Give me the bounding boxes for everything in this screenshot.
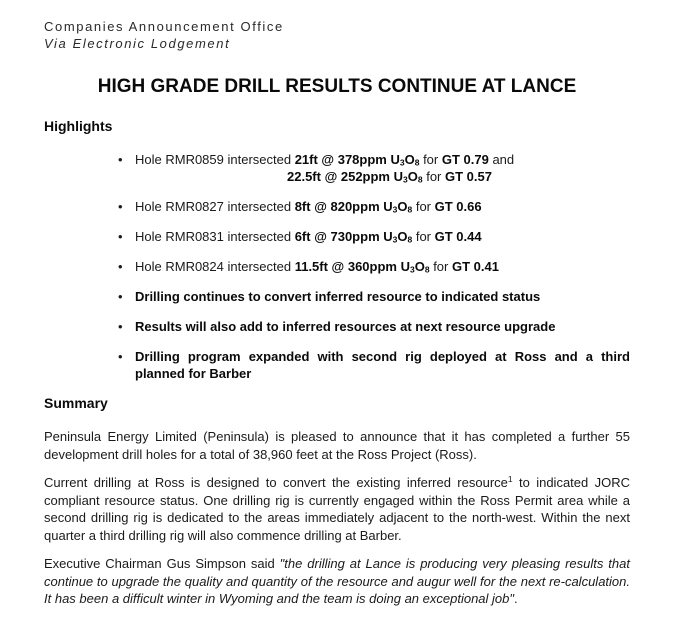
text-run: 8 xyxy=(407,204,413,215)
text-run: O xyxy=(404,152,415,167)
text-run: O xyxy=(407,169,418,184)
text-run: 8 xyxy=(424,264,430,275)
bullet-line xyxy=(135,228,630,245)
bullet-icon: • xyxy=(118,319,123,334)
text-run: 3 xyxy=(392,204,398,215)
paragraph xyxy=(44,474,630,544)
text-run: and xyxy=(488,152,515,167)
text-run: 11.5ft @ 360ppm U xyxy=(294,259,410,274)
bullet-line xyxy=(135,288,630,305)
text-run: 8 xyxy=(407,234,413,245)
bullet-item xyxy=(44,258,630,275)
text-run: GT 0.79 xyxy=(441,152,489,167)
text-run: Drilling continues to convert inferred resource to indicated status xyxy=(135,289,541,304)
bullet-item xyxy=(44,228,630,245)
bullet-icon: • xyxy=(118,199,123,214)
bullet-line xyxy=(135,198,630,215)
summary-paragraphs xyxy=(44,428,630,608)
text-run: Current drilling at Ross is designed to convert the existing inferred resource xyxy=(44,475,508,490)
text-run: Hole RMR0824 intersected xyxy=(135,259,295,274)
paragraph xyxy=(44,555,630,608)
text-run: 8 xyxy=(414,157,420,168)
bullet-item xyxy=(44,348,630,382)
bullet-line xyxy=(135,258,630,275)
bullet-line xyxy=(287,168,630,185)
text-run: Hole RMR0831 intersected xyxy=(135,229,295,244)
text-run: for xyxy=(419,152,442,167)
bullet-item xyxy=(44,198,630,215)
page-title: HIGH GRADE DRILL RESULTS CONTINUE AT LANCE xyxy=(97,76,577,97)
text-run: GT 0.44 xyxy=(434,229,482,244)
text-run: Drilling program expanded with second rig deployed at Ross and a third planned for Barber xyxy=(135,349,630,381)
text-run: 21ft @ 378ppm U xyxy=(294,152,400,167)
bullet-icon: • xyxy=(118,152,123,167)
bullet-item xyxy=(44,151,630,185)
bullet-item xyxy=(44,318,630,335)
text-run: 22.5ft @ 252ppm U xyxy=(287,169,403,184)
text-run: . xyxy=(514,591,518,606)
bullet-line xyxy=(135,348,630,382)
text-run: Executive Chairman Gus Simpson said xyxy=(44,556,280,571)
highlights-heading: Highlights xyxy=(44,118,113,134)
text-run: GT 0.57 xyxy=(445,169,492,184)
bullet-icon: • xyxy=(118,289,123,304)
text-run: 1 xyxy=(507,474,513,484)
bullet-icon: • xyxy=(118,349,123,364)
bullet-item xyxy=(44,288,630,305)
text-run: for xyxy=(412,229,435,244)
text-run: Hole RMR0827 intersected xyxy=(135,199,295,214)
text-run: O xyxy=(414,259,425,274)
text-run: 6ft @ 730ppm U xyxy=(294,229,393,244)
text-run: 3 xyxy=(403,174,408,185)
text-run: 3 xyxy=(392,234,398,245)
text-run: 3 xyxy=(399,157,405,168)
letterhead xyxy=(44,18,630,52)
text-run: 8 xyxy=(417,174,423,185)
text-run: GT 0.41 xyxy=(451,259,499,274)
text-run: for xyxy=(412,199,435,214)
text-run: "the drilling at Lance is producing very pleasing results that continue to upgrade the quality and quantity of the resource and augur well for the next re-calculation. It has been a difficult winter in Wyoming and the team is doing an exceptional job" xyxy=(44,556,630,606)
text-run: Results will also add to inferred resources at next resource upgrade xyxy=(135,319,556,334)
text-run: 8ft @ 820ppm U xyxy=(294,199,393,214)
bullet-line xyxy=(135,151,630,168)
bullet-line xyxy=(135,318,630,335)
text-run: for xyxy=(429,259,452,274)
highlights-list xyxy=(44,151,630,382)
text-run: O xyxy=(397,229,408,244)
text-run: for xyxy=(422,169,445,184)
bullet-icon: • xyxy=(118,259,123,274)
text-run: Peninsula Energy Limited (Peninsula) is pleased to announce that it has completed a further 55 development drill holes for a total of 38,960 feet at the Ross Project (Ross). xyxy=(44,429,630,462)
bullet-icon: • xyxy=(118,229,123,244)
lodgement-method-line: Via Electronic Lodgement xyxy=(44,36,231,51)
text-run: 3 xyxy=(409,264,415,275)
recipient-line: Companies Announcement Office xyxy=(44,19,284,34)
text-run: Hole RMR0859 intersected xyxy=(135,152,295,167)
text-run: O xyxy=(397,199,408,214)
text-run: GT 0.66 xyxy=(434,199,482,214)
text-run: to indicated JORC compliant resource status. One drilling rig is currently engaged within the Ross Permit area while a second drilling rig is dedicated to the areas immediately adjacent to the north-west. Within the next quarter a third drilling rig will also commence drilling at Barber. xyxy=(44,475,631,543)
paragraph xyxy=(44,428,630,463)
summary-heading: Summary xyxy=(44,395,108,411)
